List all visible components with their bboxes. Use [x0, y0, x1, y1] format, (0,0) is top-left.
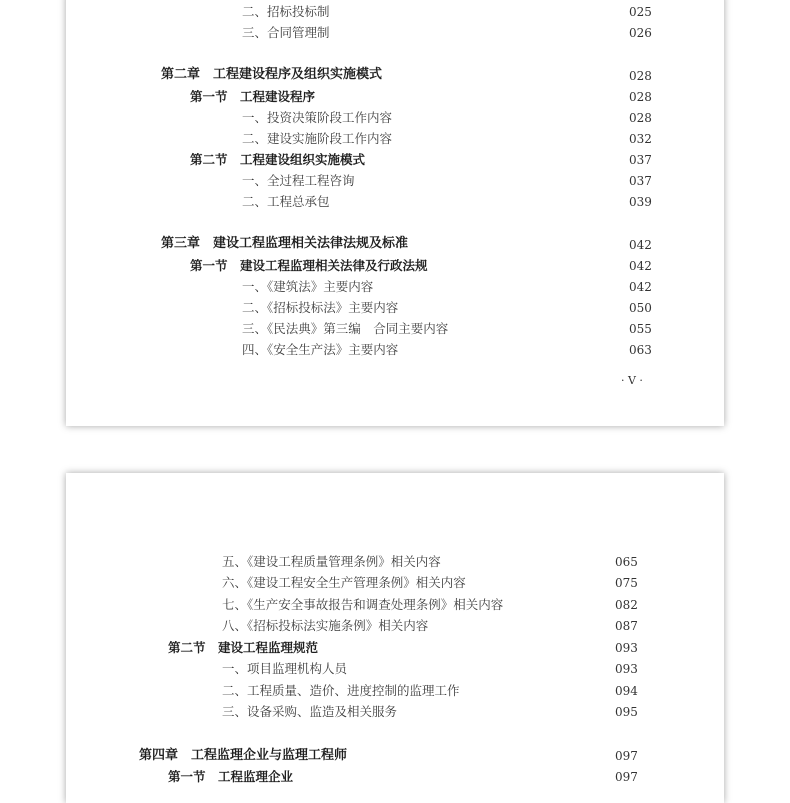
toc-page-number: 093: [615, 662, 638, 676]
toc-entry: 二、招标投标制: [242, 4, 330, 19]
toc-entry: 二、《招标投标法》主要内容: [242, 300, 399, 315]
toc-page-number: 028: [629, 111, 652, 125]
toc-page-number: 028: [629, 69, 652, 83]
toc-page-number: 095: [615, 705, 638, 719]
toc-entry: 二、工程质量、造价、进度控制的监理工作: [222, 683, 460, 698]
toc-page-number: 097: [615, 749, 638, 763]
toc-entry: 八、《招标投标法实施条例》相关内容: [222, 618, 429, 633]
toc-page-number: 075: [615, 576, 638, 590]
toc-page-number: 055: [629, 322, 652, 336]
toc-page-number: 042: [629, 259, 652, 273]
toc-page-number: 097: [615, 770, 638, 784]
toc-section: 第一节 工程建设程序: [190, 89, 316, 104]
toc-page-bottom: [66, 473, 724, 803]
toc-entry: 一、全过程工程咨询: [242, 173, 355, 188]
toc-page-number: 037: [629, 153, 652, 167]
toc-page-number: 042: [629, 280, 652, 294]
toc-entry: 七、《生产安全事故报告和调查处理条例》相关内容: [222, 597, 504, 612]
toc-chapter: 第三章 建设工程监理相关法律法规及标准: [161, 236, 409, 251]
toc-entry: 六、《建设工程安全生产管理条例》相关内容: [222, 575, 466, 590]
toc-page-number: 063: [629, 343, 652, 357]
toc-page-number: 025: [629, 5, 652, 19]
toc-section: 第二节 工程建设组织实施模式: [190, 152, 366, 167]
toc-entry: 二、建设实施阶段工作内容: [242, 131, 393, 146]
toc-page-number: 050: [629, 301, 652, 315]
toc-chapter: 第二章 工程建设程序及组织实施模式: [161, 67, 383, 82]
toc-page-number: 039: [629, 195, 652, 209]
toc-page-number: 087: [615, 619, 638, 633]
toc-entry: 四、《安全生产法》主要内容: [242, 342, 399, 357]
toc-entry: 五、《建设工程质量管理条例》相关内容: [222, 554, 441, 569]
toc-page-number: 093: [615, 641, 638, 655]
toc-page-number: 026: [629, 26, 652, 40]
toc-entry: 一、《建筑法》主要内容: [242, 279, 374, 294]
toc-entry: 一、项目监理机构人员: [222, 661, 348, 676]
toc-page-number: 094: [615, 684, 638, 698]
toc-page-number: 037: [629, 174, 652, 188]
toc-section: 第一节 建设工程监理相关法律及行政法规: [190, 258, 428, 273]
toc-page-top: [66, 0, 724, 426]
toc-section: 第二节 建设工程监理规范: [168, 640, 319, 655]
toc-page-number: 082: [615, 598, 638, 612]
page-folio: · V ·: [621, 374, 643, 387]
toc-section: 第一节 工程监理企业: [168, 769, 294, 784]
toc-entry: 三、《民法典》第三编 合同主要内容: [242, 321, 449, 336]
toc-chapter: 第四章 工程监理企业与监理工程师: [139, 748, 348, 763]
toc-page-number: 028: [629, 90, 652, 104]
toc-page-number: 042: [629, 238, 652, 252]
toc-entry: 三、设备采购、监造及相关服务: [222, 704, 398, 719]
toc-entry: 三、合同管理制: [242, 25, 330, 40]
toc-entry: 一、投资决策阶段工作内容: [242, 110, 393, 125]
toc-page-number: 032: [629, 132, 652, 146]
toc-page-number: 065: [615, 555, 638, 569]
toc-entry: 二、工程总承包: [242, 194, 330, 209]
